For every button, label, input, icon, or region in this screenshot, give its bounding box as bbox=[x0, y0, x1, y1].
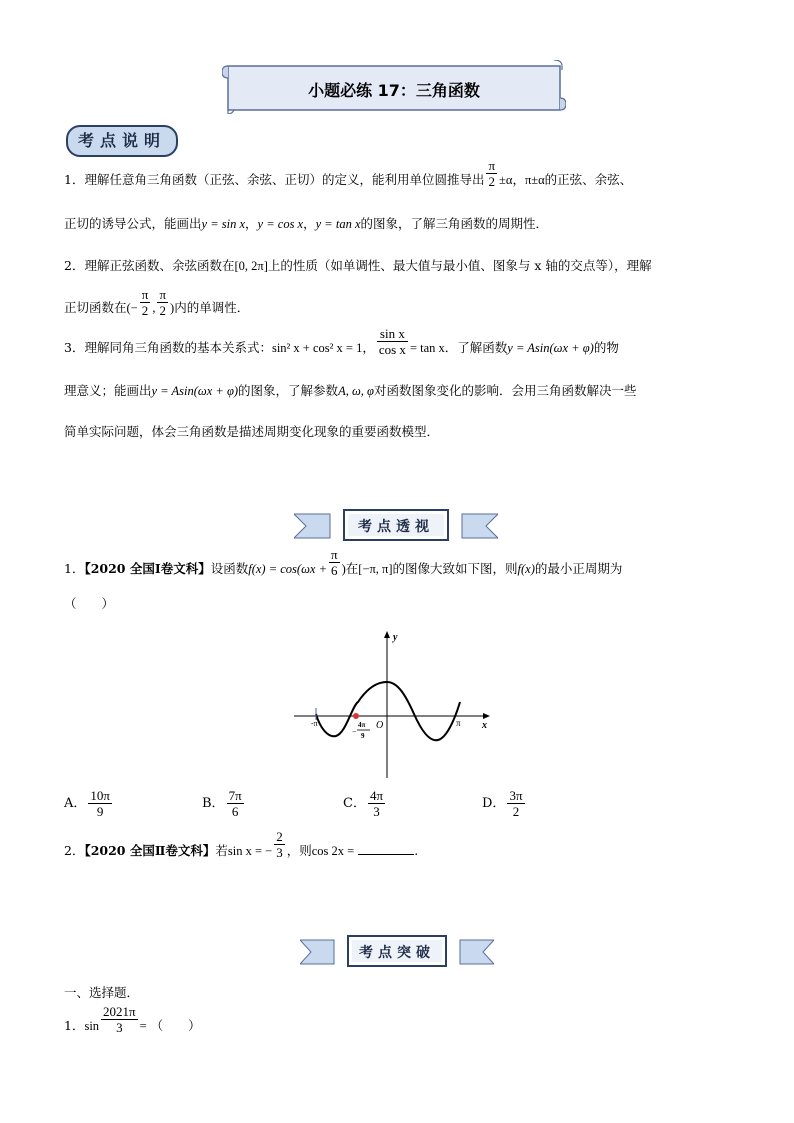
question-text: ，则 bbox=[286, 843, 312, 858]
question-number: 1． bbox=[64, 561, 85, 576]
y-axis-arrow-icon bbox=[384, 631, 390, 638]
intro-item-3-end bbox=[64, 424, 439, 440]
intro-item-2-cont bbox=[64, 286, 250, 318]
intro-text: ．了解函数 bbox=[444, 340, 508, 355]
formula: cos 2x = bbox=[311, 844, 355, 858]
intro-text: 的物 bbox=[593, 340, 619, 355]
section-ribbon-insight bbox=[294, 508, 498, 542]
intro-text: 理意义；能画出 bbox=[64, 383, 152, 398]
formula: = bbox=[139, 1019, 147, 1033]
formula: y = sin x bbox=[201, 217, 246, 231]
formula: y = cos x bbox=[257, 217, 304, 231]
intro-text: 内的单调性． bbox=[174, 300, 250, 315]
formula: = tan x bbox=[409, 341, 445, 355]
fraction: $\frac{2021\pi}{3}$ bbox=[103, 1004, 136, 1035]
formula: [0, 2π] bbox=[234, 259, 268, 273]
section-heading: 一、选择题． bbox=[64, 985, 140, 1000]
intersection-point bbox=[353, 713, 359, 719]
formula: f(x) bbox=[517, 562, 535, 576]
fraction: $\frac{7\pi}{6}$ bbox=[228, 788, 242, 819]
formula: sin x = − bbox=[227, 844, 273, 858]
x-axis-label: x bbox=[482, 720, 487, 731]
option-a[interactable] bbox=[64, 788, 114, 819]
item-number: 3． bbox=[64, 340, 85, 355]
formula: A, ω, φ bbox=[338, 384, 374, 398]
formula: ) bbox=[341, 562, 346, 576]
question-source: 【2020 全国Ⅰ卷文科】 bbox=[84, 561, 211, 576]
fraction: $\frac{\pi}{6}$ bbox=[331, 547, 338, 578]
intro-text: 理解任意角三角函数（正弦、余弦、正切）的定义，能利用单位圆推导出 bbox=[84, 172, 485, 187]
title-banner bbox=[222, 60, 566, 114]
question-1 bbox=[64, 547, 623, 578]
option-letter: A． bbox=[64, 796, 87, 811]
mark-sign: − bbox=[352, 727, 357, 736]
fraction: $\frac{\pi}{2}$ bbox=[141, 286, 149, 318]
neg-pi-label: -π bbox=[311, 719, 318, 728]
option-letter: C． bbox=[343, 796, 366, 811]
fraction: $\frac{10\pi}{9}$ bbox=[90, 788, 110, 819]
formula: y = Asin(ωx + φ) bbox=[151, 384, 239, 398]
formula: [−π, π] bbox=[358, 562, 393, 576]
section-ribbon-breakthrough bbox=[300, 934, 494, 968]
intro-item-1-cont: 正切的诱导公式，能画出y = sin x，y = cos x，y = tan x的图象，了解三角函数的周期性． bbox=[64, 216, 549, 231]
formula: y = Asin(ωx + φ) bbox=[507, 341, 594, 355]
question-2 bbox=[64, 829, 419, 860]
intro-item-1 bbox=[64, 158, 633, 189]
answer-paren: （ ） bbox=[150, 1018, 201, 1033]
fraction: $\frac{\pi}{2}$ bbox=[159, 286, 167, 318]
question-number: 2． bbox=[64, 843, 85, 858]
item-number: 1． bbox=[64, 172, 85, 187]
intro-text: 理解正弦函数、余弦函数在 bbox=[84, 258, 235, 273]
badge-label: 考点说明 bbox=[77, 131, 166, 150]
mark-num: 4π bbox=[358, 721, 366, 729]
formula: f(x) = cos(ωx + bbox=[248, 562, 328, 576]
intro-text: 的图象，了解三角函数的周期性． bbox=[360, 216, 549, 231]
page-title: 小题必练 17：三角函数 bbox=[308, 81, 480, 100]
cosine-graph bbox=[290, 628, 496, 780]
option-letter: D． bbox=[482, 796, 506, 811]
mark-den: 9 bbox=[361, 732, 365, 740]
intro-text: 正切的诱导公式，能画出 bbox=[64, 216, 202, 231]
intro-text: 理解同角三角函数的基本关系式： bbox=[84, 340, 272, 355]
section-badge-explanation bbox=[66, 125, 178, 157]
question-1-answer-paren: （ ） bbox=[64, 596, 115, 611]
formula: sin bbox=[84, 1019, 100, 1033]
question-text: 的最小正周期为 bbox=[534, 561, 623, 576]
intro-text: 对函数图象变化的影响．会用三角函数解决一些 bbox=[373, 383, 637, 398]
question-source: 【2020 全国Ⅱ卷文科】 bbox=[84, 843, 216, 858]
origin-label: O bbox=[376, 720, 384, 731]
intro-text: 正切函数在 bbox=[64, 300, 127, 315]
answer-blank[interactable] bbox=[358, 844, 414, 855]
fraction: $\frac{2}{3}$ bbox=[276, 829, 283, 860]
ribbon-label: 考点透视 bbox=[358, 519, 434, 535]
intro-item-3-cont bbox=[64, 383, 636, 399]
formula: y = tan x bbox=[315, 217, 361, 231]
question-text: 若 bbox=[215, 843, 228, 858]
question-text: 的图像大致如下图，则 bbox=[392, 561, 518, 576]
option-c[interactable] bbox=[343, 788, 387, 819]
fraction: $\frac{4\pi}{3}$ bbox=[369, 788, 384, 819]
question-text: . bbox=[414, 843, 419, 858]
ribbon-label: 考点突破 bbox=[359, 945, 435, 961]
option-letter: B． bbox=[202, 796, 225, 811]
fraction: $\frac{\text{sin x}}{\text{cos x}}$ bbox=[378, 326, 406, 357]
fraction: $\frac{3\pi}{2}$ bbox=[509, 788, 523, 819]
question-text: 设函数 bbox=[210, 561, 249, 576]
option-d[interactable] bbox=[482, 788, 527, 819]
pi-label: π bbox=[456, 718, 461, 728]
formula: sin² x + cos² x = 1 bbox=[271, 341, 363, 355]
open-interval: (− $\frac{\pi}{2}$ , $\frac{\pi}{2}$ ) bbox=[126, 286, 175, 318]
intro-text: 上的性质（如单调性、最大值与最小值、图象与 x 轴的交点等），理解 bbox=[267, 258, 652, 273]
intro-item-3: 3．理解同角三角函数的基本关系式：sin² x + cos² x = 1， $\frac{\text{sin x}}{\text{cos x}}$ = tan x．了解函数y = Asin(ωx + φ)的物 bbox=[64, 326, 619, 357]
section-question-1 bbox=[64, 1004, 201, 1035]
curve bbox=[316, 682, 460, 740]
y-axis-label: y bbox=[393, 632, 398, 643]
intro-item-2 bbox=[64, 258, 652, 274]
intro-text: ±α，π±α的正弦、余弦、 bbox=[499, 173, 633, 187]
fraction: $\frac{\pi}{2}$ bbox=[488, 158, 496, 189]
intro-text: 简单实际问题，体会三角函数是描述周期变化现象的重要函数模型． bbox=[64, 424, 440, 439]
option-b[interactable] bbox=[202, 788, 246, 819]
question-number: 1． bbox=[64, 1018, 85, 1033]
intro-text: 的图象，了解参数 bbox=[238, 383, 339, 398]
x-axis-arrow-icon bbox=[483, 713, 490, 719]
question-text: 在 bbox=[345, 561, 359, 576]
item-number: 2． bbox=[64, 258, 85, 273]
